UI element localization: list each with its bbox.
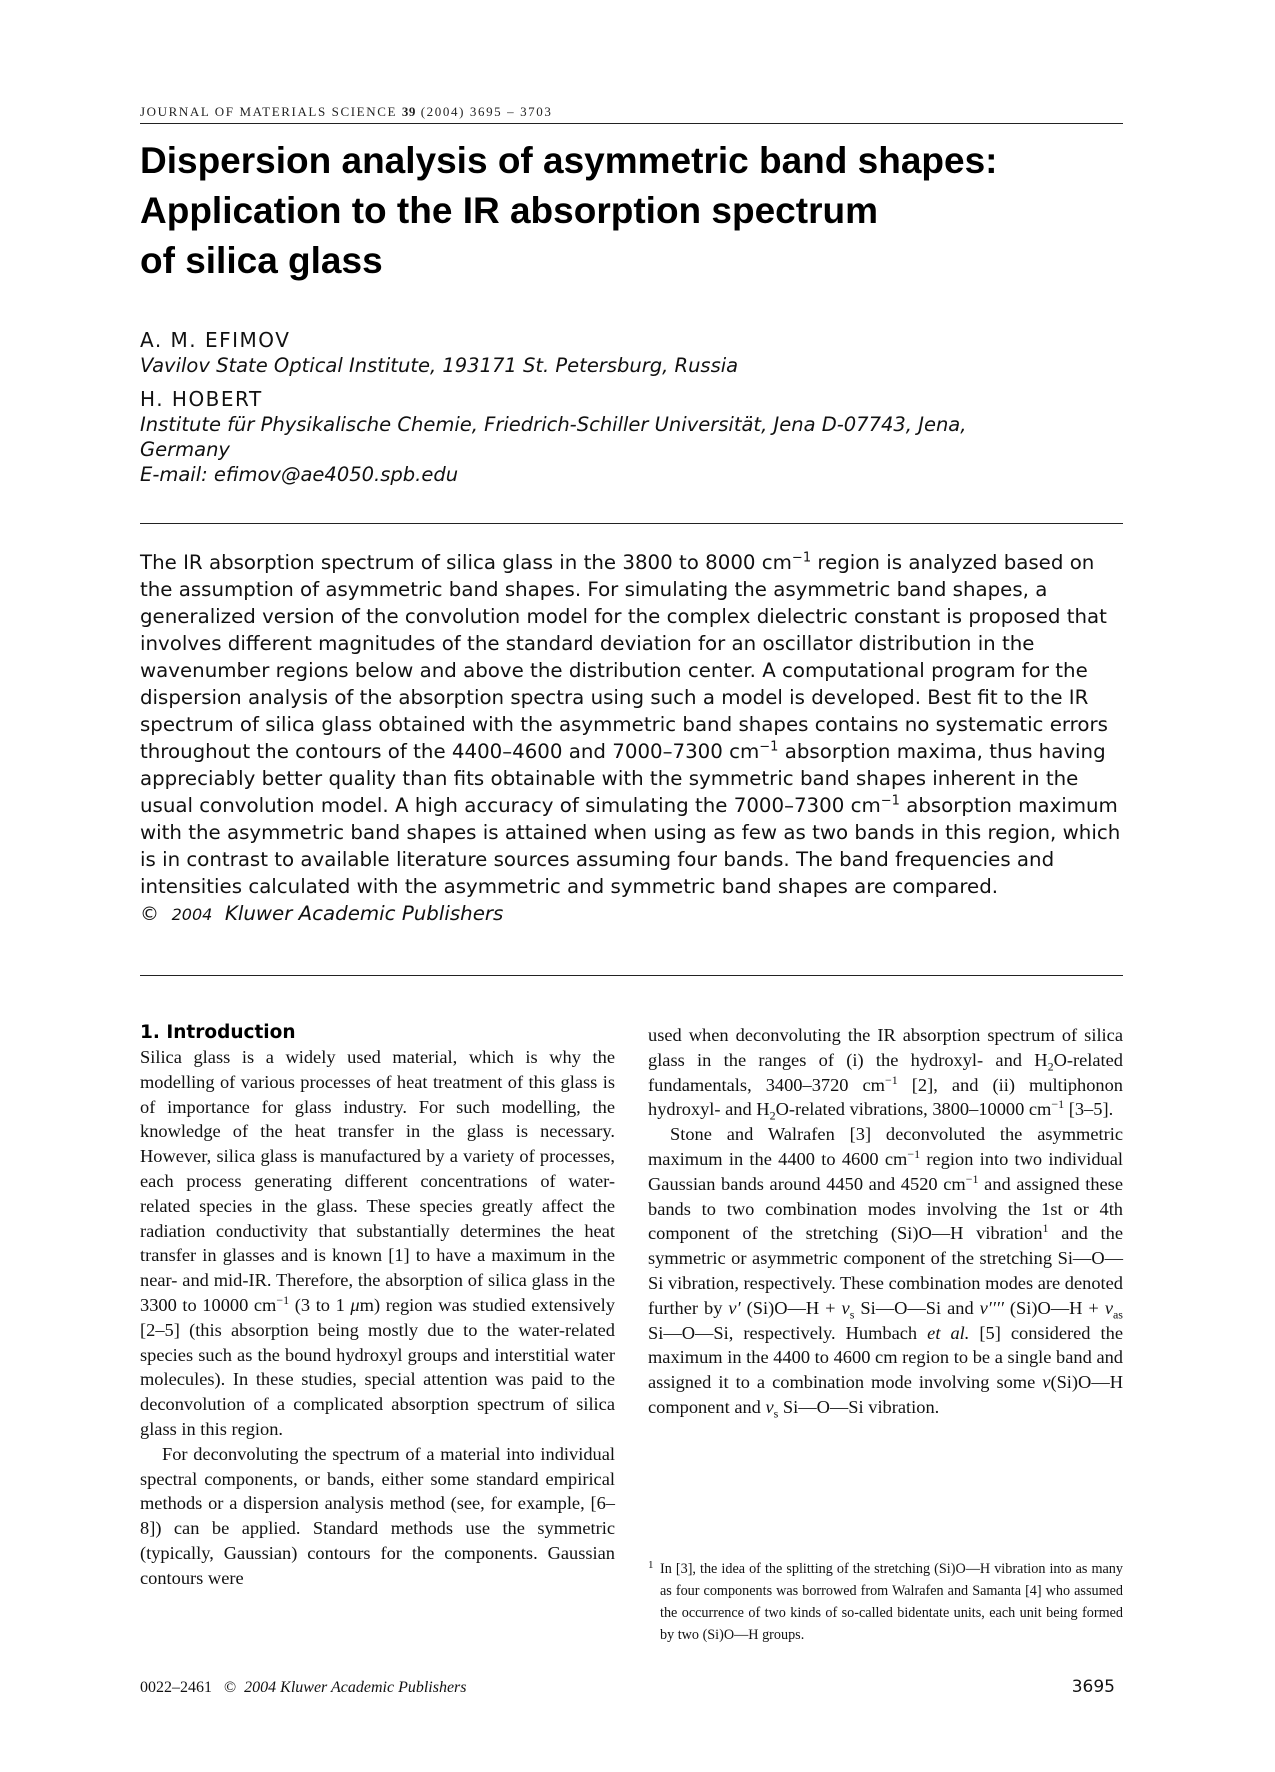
- body-paragraph: Stone and Walrafen [3] deconvoluted the asymmetric maximum in the 4400 to 4600 $cm^{-1}$ region into two individual Gaussian bands around 4450 and 4520 $cm^{-1}$ and assigned these bands to two combination modes involving the 1st or 4th component of the stretching (Si)O—H vibration$^1$ and the symmetric or asymmetric component of the stretching Si—O—Si vibration, respectively. These combination modes are denoted further by ν′ (Si)O—H + $\nu_s$ Si—O—Si and ν′′′′ (Si)O—H + $\nu_{as}$ Si—O—Si, respectively. Humbach et al. [5] considered the maximum in the 4400 to 4600 cm region to be a single band and assigned it to a combination mode involving some ν(Si)O—H component and $\nu_s$ Si—O—Si vibration.: [648, 1124, 1123, 1421]
- author-block: [140, 386, 1123, 487]
- footer-issn: [140, 1679, 467, 1697]
- abstract-text: region is analyzed based on the assumption of asymmetric band shapes. For simulating the asymmetric band shapes, a generalized version of the convolution model for the complex dielectric constant is proposed that involves different magnitudes of the standard deviation for an oscillator distribution in the wavenumber regions below and above the distribution center. A computational program for the dispersion analysis of the absorption spectra using such a model is developed. Best fit to the IR spectrum of silica glass obtained with the asymmetric band shapes contains no systematic errors throughout the contours of the 4400–4600 and 7000–7300 cm: [140, 551, 1108, 763]
- section-heading: 1. Introduction: [140, 1022, 296, 1043]
- author-affiliation: Germany: [140, 438, 230, 461]
- issn: 0022–2461: [140, 1679, 212, 1696]
- body-paragraph: used when deconvoluting the IR absorption spectrum of silica glass in the ranges of (i) the hydroxyl- and $H_2O$-related fundamentals, 3400–3720 $cm^{-1}$ [2], and (ii) multiphonon hydroxyl- and $H_2O$-related vibrations, 3800–10000 $cm^{-1}$ [3–5].: [648, 1025, 1123, 1124]
- running-head: [140, 104, 1123, 120]
- body-paragraph: Silica glass is a widely used material, which is why the modelling of various processes of heat treatment of this glass is of importance for glass industry. For such modelling, the knowledge of the heat transfer in the glass is necessary. However, silica glass is manufactured by a variety of processes, each process generating different concentrations of water-related species in the glass. These species greatly affect the radiation conductivity that substantially determines the heat transfer in glasses and is known [1] to have a maximum in the near- and mid-IR. Therefore, the absorption of silica glass in the 3300 to 10000 $cm^{-1}$ (3 to 1 μm) region was studied extensively [2–5] (this absorption being mostly due to the water-related species such as the bound hydroxyl groups and interstitial water molecules). In these studies, special attention was paid to the deconvolution of a complicated absorption spectrum of silica glass in this region.: [140, 1047, 615, 1439]
- body-column-right: [648, 1023, 1123, 1420]
- footnote-reference[interactable]: 1: [1042, 1221, 1049, 1236]
- journal-name: JOURNAL OF MATERIALS SCIENCE: [140, 104, 398, 119]
- body-paragraph: For deconvoluting the spectrum of a material into individual spectral components, or bands, either some standard empirical methods or a dispersion analysis method (see, for example, [6–8]) can be applied. Standard methods use the symmetric (typically, Gaussian) contours for the components. Gaussian contours were: [140, 1443, 615, 1588]
- page-number: 3695: [1071, 1677, 1115, 1697]
- paper-title: [140, 136, 1123, 286]
- journal-year: (2004): [420, 104, 466, 119]
- abstract-text: absorption maxima, thus having appreciably better quality than fits obtainable with the symmetric band shapes inherent in the usual convolution model. A high accuracy of simulating the 7000–7300 cm: [140, 740, 1106, 817]
- author-list: [140, 327, 1123, 487]
- footnote-mark: 1: [648, 1559, 654, 1571]
- abstract-text: absorption maximum with the asymmetric band shapes is attained when using as few as two bands in this region, which is in contrast to available literature sources assuming four bands. The band frequencies and intensities calculated with the asymmetric and symmetric band shapes are compared.: [140, 794, 1121, 898]
- author-affiliation: Vavilov State Optical Institute, 193171 St. Petersburg, Russia: [140, 354, 739, 377]
- abstract-text: The IR absorption spectrum of silica glass in the 3800 to 8000 cm: [140, 551, 792, 574]
- footnote: [648, 1558, 1123, 1646]
- title-line: Dispersion analysis of asymmetric band shapes:: [140, 140, 998, 181]
- copyright-symbol: ©: [140, 903, 159, 925]
- abstract: [140, 549, 1123, 928]
- paper-page: [140, 0, 1123, 1772]
- title-line: Application to the IR absorption spectrum: [140, 190, 878, 231]
- author-name: A. M. EFIMOV: [140, 328, 291, 352]
- abstract-top-rule: [140, 523, 1123, 524]
- superscript: −1: [791, 550, 812, 566]
- title-line: of silica glass: [140, 240, 383, 281]
- author-block: [140, 327, 1123, 378]
- footnote-text: In [3], the idea of the splitting of the stretching (Si)O—H vibration into as many as four components was borrowed from Walrafen and Samanta [4] who assumed the occurrence of two kinds of so-called bidentate units, each unit being formed by two (Si)O—H groups.: [660, 1561, 1123, 1643]
- abstract-bottom-rule: [140, 975, 1123, 976]
- copyright-holder: Kluwer Academic Publishers: [224, 902, 504, 925]
- superscript: −1: [759, 739, 779, 755]
- journal-volume: 39: [401, 104, 416, 119]
- author-email: E-mail: efimov@ae4050.spb.edu: [140, 463, 459, 486]
- copyright-year: 2004: [171, 905, 213, 924]
- journal-pages: 3695 – 3703: [469, 104, 553, 119]
- author-affiliation: Institute für Physikalische Chemie, Friedrich-Schiller Universität, Jena D-07743, Jena,: [140, 413, 967, 436]
- body-column-left: [140, 1021, 615, 1591]
- header-rule: [140, 123, 1123, 124]
- copyright-symbol: ©: [224, 1679, 237, 1696]
- publisher: 2004 Kluwer Academic Publishers: [244, 1679, 467, 1696]
- author-name: H. HOBERT: [140, 387, 263, 411]
- superscript: −1: [880, 793, 900, 809]
- abstract-copyright: [140, 902, 503, 925]
